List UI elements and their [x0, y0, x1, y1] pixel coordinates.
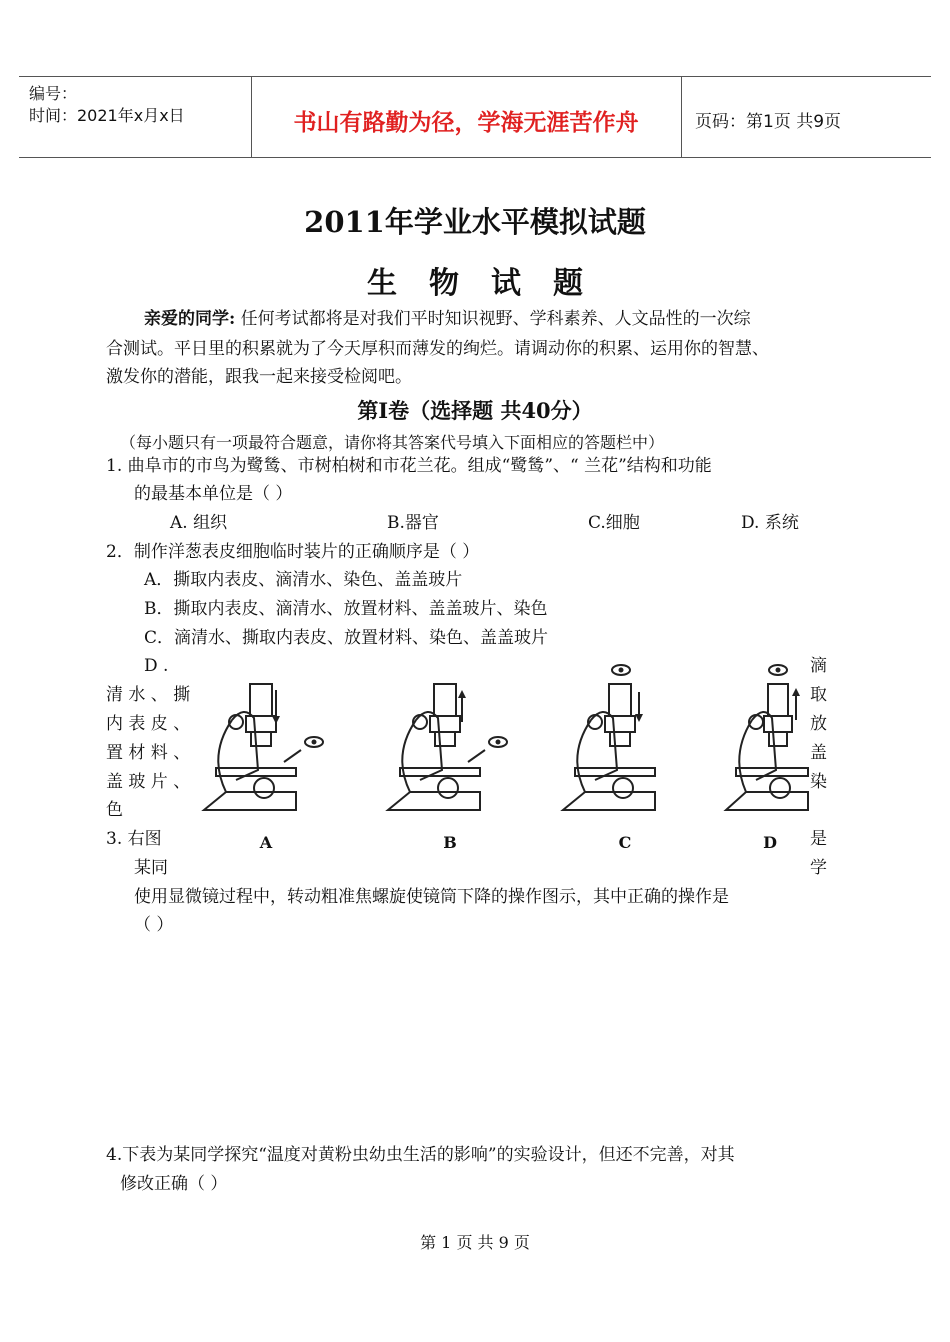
section-title: 第Ⅰ卷（选择题 共40分）: [357, 398, 593, 423]
microscope-icon: [380, 660, 520, 835]
header-meta: [29, 83, 185, 127]
number-label: 编号：: [29, 84, 78, 103]
q2-option-d-left: 盖 玻 片 、: [106, 772, 191, 792]
q2-option-d-right: 滴: [810, 656, 827, 676]
microscope-figure-c: [555, 660, 695, 850]
microscope-figure-b: [380, 660, 520, 850]
q1-option-c: C.细胞: [588, 513, 640, 533]
q1-option-d: D. 系统: [741, 513, 799, 533]
q2-option-d-left: 色: [106, 800, 123, 820]
q3-stem-left-2: 某同: [134, 858, 168, 878]
section-instruction: （每小题只有一项最符合题意，请你将其答案代号填入下面相应的答题栏中）: [120, 433, 665, 452]
figure-label: B: [443, 833, 457, 852]
q2-option-c: C．滴清水、撕取内表皮、放置材料、染色、盖盖玻片: [144, 628, 549, 648]
microscope-icon: [720, 660, 820, 835]
q3-stem-right-2: 学: [810, 858, 827, 878]
q2-option-d-right: 染: [810, 772, 827, 792]
q3-answer-blank: （ ）: [134, 915, 174, 935]
time-label: 时间：2021年x月x日: [29, 106, 185, 125]
header-table: [19, 76, 931, 158]
exam-subtitle: 生物试题: [367, 266, 615, 301]
q3-stem-3: 使用显微镜过程中，转动粗准焦螺旋使镜筒下降的操作图示，其中正确的操作是: [134, 887, 729, 907]
microscope-icon: [196, 660, 336, 835]
q2-option-d-right: 放: [810, 714, 827, 734]
q3-stem-left: 3. 右图: [106, 829, 162, 849]
q2-option-d-left: 置 材 料 、: [106, 743, 191, 763]
intro-lead: 亲爱的同学:: [144, 309, 236, 329]
header-divider: [681, 77, 682, 157]
q2-option-d-right: 盖: [810, 743, 827, 763]
q2-option-a: A．撕取内表皮、滴清水、染色、盖盖玻片: [144, 570, 463, 590]
figure-label: D: [763, 833, 777, 852]
microscope-figure-a: [196, 660, 336, 850]
exam-title: 2011年学业水平模拟试题: [304, 205, 646, 239]
q1-stem-2: 的最基本单位是（ ）: [134, 484, 293, 504]
page-footer: 第 1 页 共 9 页: [420, 1233, 530, 1252]
q1-stem: 1. 曲阜市的市鸟为鹭鸶、市树柏树和市花兰花。组成“鹭鸶”、“ 兰花”结构和功能: [106, 456, 712, 476]
figure-label: A: [259, 833, 273, 852]
q4-stem: 4.下表为某同学探究“温度对黄粉虫幼虫生活的影响”的实验设计，但还不完善，对其: [106, 1145, 735, 1165]
q2-option-d-left: 清 水 、 撕: [106, 685, 191, 705]
motto: 书山有路勤为径，学海无涯苦作舟: [293, 109, 639, 136]
microscope-figure-d: [720, 660, 860, 850]
intro-line-3: 激发你的潜能，跟我一起来接受检阅吧。: [106, 367, 412, 387]
q2-option-d-left: 内 表 皮 、: [106, 714, 191, 734]
microscope-icon: [555, 660, 695, 835]
q2-option-b: B．撕取内表皮、滴清水、放置材料、盖盖玻片、染色: [144, 599, 548, 619]
intro-line-1: 亲爱的同学: 任何考试都将是对我们平时知识视野、学科素养、人文品性的一次综: [144, 309, 751, 329]
q1-option-a: A. 组织: [170, 513, 228, 533]
q2-stem: 2．制作洋葱表皮细胞临时装片的正确顺序是（ ）: [106, 542, 480, 562]
figure-label: C: [618, 833, 632, 852]
q4-stem-2: 修改正确（ ）: [120, 1174, 228, 1194]
q1-option-b: B.器官: [387, 513, 439, 533]
q2-option-d-head: D .: [144, 656, 169, 676]
intro-line-2: 合测试。平日里的积累就为了今天厚积而薄发的绚烂。请调动你的积累、运用你的智慧、: [106, 339, 769, 359]
q3-stem-right: 是: [810, 829, 827, 849]
page-label: 页码：第1页 共9页: [695, 112, 842, 132]
q2-option-d-right: 取: [810, 685, 827, 705]
